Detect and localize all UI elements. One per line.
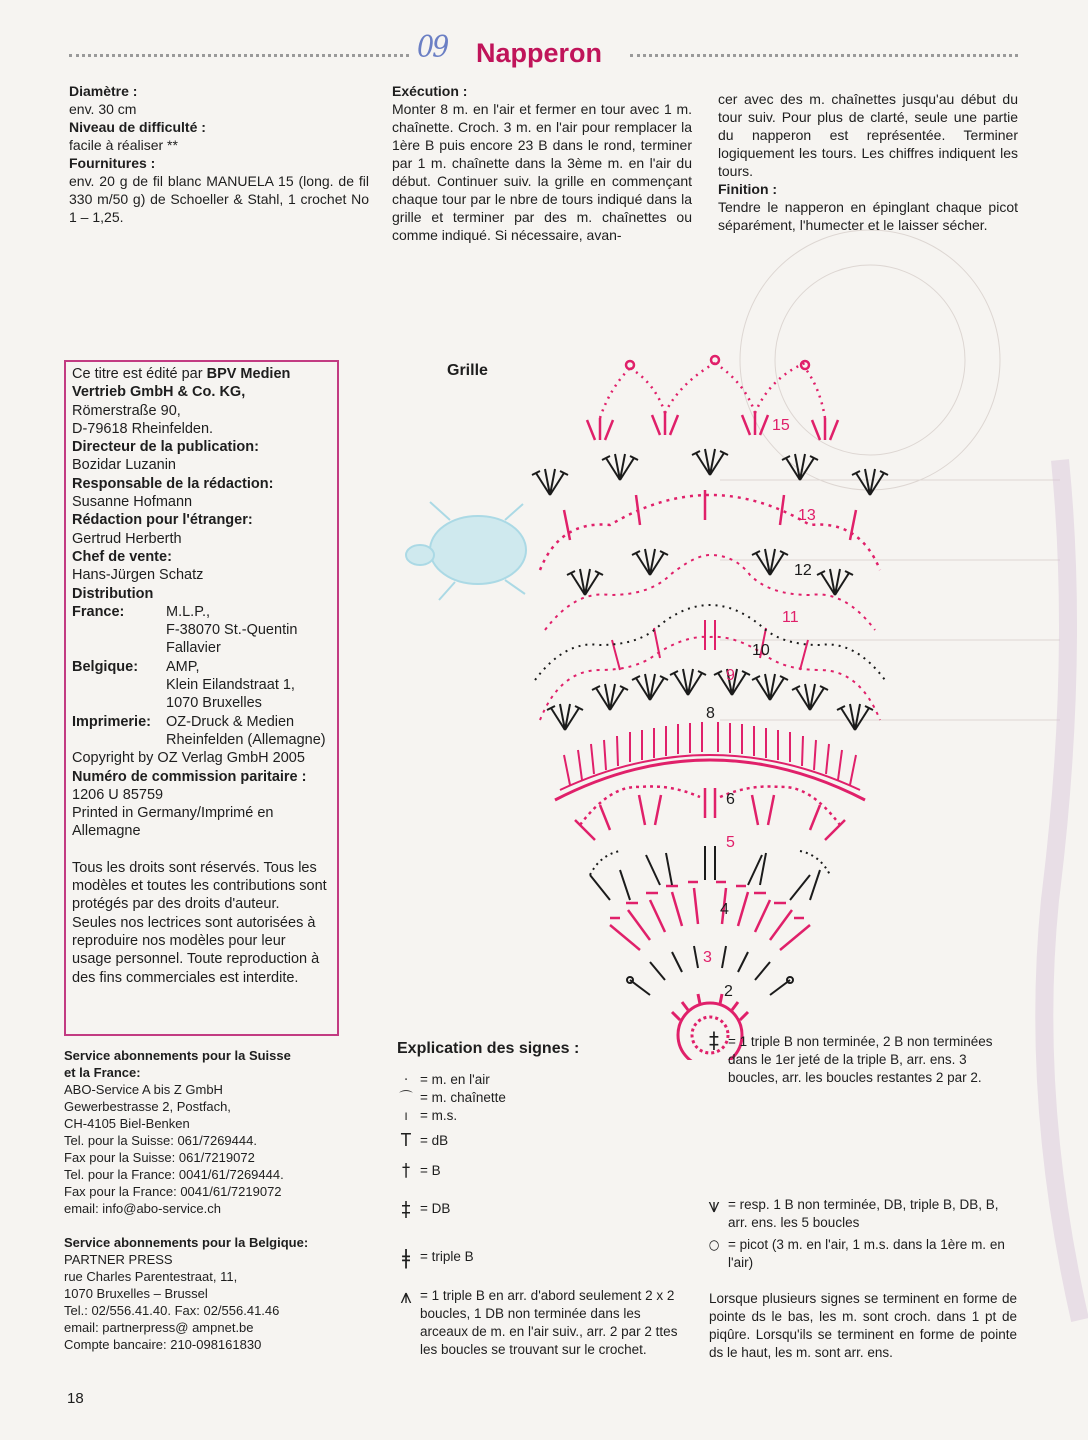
triple-treble-icon: ǂ: [401, 1245, 411, 1269]
round-3-stitches: [610, 882, 810, 950]
finish-label: Finition :: [718, 181, 778, 197]
copyright: Copyright by OZ Verlag GmbH 2005: [72, 750, 305, 767]
printer-label: Imprimerie:: [72, 713, 151, 730]
distribution-label: Distribution: [72, 585, 154, 602]
diagram-label: Grille: [447, 362, 488, 379]
commission-label: Numéro de commission paritaire :: [72, 768, 307, 785]
round-label-13: 13: [798, 507, 816, 524]
foreign-editor-label: Rédaction pour l'étranger:: [72, 512, 253, 529]
swiss-service-line: Fax pour la Suisse: 061/7219072: [64, 1150, 255, 1165]
page-number: 18: [67, 1390, 84, 1407]
editor-value: Susanne Hofmann: [72, 494, 193, 511]
editor-label: Responsable de la rédaction:: [72, 475, 274, 492]
specs-column: [69, 82, 369, 226]
swiss-service-line: Tel. pour la France: 0041/61/7269444.: [64, 1167, 284, 1182]
printed-in-1: Printed in Germany/Imprimé en: [72, 805, 274, 822]
legend-note: Lorsque plusieurs signes se terminent en forme de pointe ds le bas, les m. sont croch. dans 1 pt de piqûre. Lorsqu'ils se terminent en forme de pointe ds le haut, les m. sont arr. ens.: [709, 1291, 1017, 1360]
round-15-stitches: [587, 356, 838, 440]
legend-item-cluster-a: ⩚ = 1 triple B en arr. d'abord seulement 2 x 2 boucles, 1 DB non terminée dans les arceaux de m. en l'air suiv., arr. 2 par 2 ttes les boucles se trouvant sur le crochet.: [392, 1287, 682, 1359]
swiss-service-line: CH-4105 Biel-Benken: [64, 1116, 190, 1131]
header-rule-right: [630, 54, 1018, 57]
round-6-stitches: [564, 722, 856, 785]
belgium-service-line: 1070 Bruxelles – Brussel: [64, 1286, 208, 1301]
swiss-service-line: Fax pour la France: 0041/61/7219072: [64, 1184, 282, 1199]
printer-line-1: OZ-Druck & Medien: [166, 713, 295, 730]
belgium-line-1: AMP,: [166, 658, 200, 675]
legend-item-hdc: T = dB: [392, 1132, 692, 1150]
director-value: Bozidar Luzanin: [72, 457, 176, 474]
swiss-service-line: Gewerbestrasse 2, Postfach,: [64, 1099, 231, 1114]
crochet-chart: [500, 340, 920, 1060]
treble-crochet-icon: ‡: [401, 1197, 411, 1221]
double-crochet-icon: †: [401, 1160, 411, 1181]
belgium-service-line: rue Charles Parentestraat, 11,: [64, 1269, 238, 1284]
imprint-city: D-79618 Rheinfelden.: [72, 420, 214, 437]
round-label-4: 4: [720, 901, 729, 918]
finish-text: Tendre le napperon en épinglant chaque picot séparément, l'humecter et le laisser sécher.: [718, 199, 1018, 233]
round-5-stitches: [575, 786, 845, 840]
single-crochet-icon: ı: [404, 1108, 408, 1124]
half-double-icon: T: [401, 1130, 411, 1151]
diameter-value: env. 30 cm: [69, 101, 137, 117]
round-11-stitches: [545, 555, 875, 630]
legend-item-chain: · = m. en l'air: [392, 1071, 692, 1089]
supplies-label: Fournitures :: [69, 155, 156, 171]
foreign-editor-value: Gertrud Herberth: [72, 530, 182, 547]
continuation-column: [718, 90, 1018, 234]
supplies-value: env. 20 g de fil blanc MANUELA 15 (long. de fil 330 m/50 g) de Schoeller & Stahl, 1 crochet No 1 – 1,25.: [69, 173, 369, 225]
france-label: France:: [72, 603, 125, 620]
round-label-6: 6: [726, 791, 735, 808]
swiss-service-title-2: et la France:: [64, 1065, 141, 1080]
round-14-stitches: [532, 449, 888, 495]
round-6-band: [555, 755, 865, 800]
belgium-service-line: Tel.: 02/556.41.40. Fax: 02/556.41.46: [64, 1303, 280, 1318]
round-label-11: 11: [782, 609, 799, 626]
round-label-2: 2: [724, 983, 733, 1000]
execution-label: Exécution :: [392, 83, 468, 99]
round-label-8: 8: [706, 705, 715, 722]
diameter-label: Diamètre :: [69, 83, 138, 99]
belgium-service-title: Service abonnements pour la Belgique:: [64, 1235, 309, 1250]
triple-cluster-icon: ‡: [709, 1029, 719, 1054]
round-label-5: 5: [726, 834, 735, 851]
swiss-service-title-1: Service abonnements pour la Suisse: [64, 1048, 291, 1063]
legend-item-triple: ǂ = triple B: [392, 1248, 692, 1266]
legend-item-slip: ⌒ = m. chaînette: [392, 1089, 692, 1107]
round-10-stitches: [535, 605, 885, 680]
round-13-stitches: [540, 490, 880, 570]
belgium-line-3: 1070 Bruxelles: [166, 695, 262, 712]
execution-column: [392, 82, 692, 244]
legend-title: Explication des signes :: [397, 1040, 580, 1057]
execution-text: Monter 8 m. en l'air et fermer en tour avec 1 m. chaînette. Croch. 3 m. en l'air pour remplacer la 1ère B puis encore 23 B dans le rond, terminer par 1 m. chaînette dans la 3ème m. en l'air du début. Continuer suiv. la grille en commençant chaque tour par le nbre de tours indiqué dans la grille et terminer par des m. chaînettes ou comme indiqué. Si nécessaire, avan-: [392, 101, 692, 243]
difficulty-label: Niveau de difficulté :: [69, 119, 206, 135]
imprint-publisher-name: BPV Medien: [206, 366, 291, 382]
belgium-service-email: email: partnerpress@ ampnet.be: [64, 1320, 254, 1335]
printer-line-2: Rheinfelden (Allemagne): [166, 731, 326, 748]
cluster-triple-icon: ⩚: [400, 1284, 412, 1308]
belgium-service-bank: Compte bancaire: 210-098161830: [64, 1337, 262, 1352]
imprint-box: [64, 360, 339, 1036]
legend-item-dc: † = B: [392, 1162, 692, 1180]
round-label-12: 12: [794, 562, 812, 579]
pattern-number: 09: [417, 30, 448, 65]
slip-stitch-icon: ⌒: [399, 1090, 413, 1106]
swiss-service-line: ABO-Service A bis Z GmbH: [64, 1082, 223, 1097]
france-line-2: F-38070 St.-Quentin: [166, 622, 298, 639]
imprint-publisher-name-2: Vertrieb GmbH & Co. KG,: [72, 384, 246, 401]
swiss-service-line: Tel. pour la Suisse: 061/7269444.: [64, 1133, 257, 1148]
france-line-1: M.L.P.,: [166, 603, 211, 620]
picot-icon: ○: [708, 1237, 720, 1253]
rights-notice: Tous les droits sont réservés. Tous les modèles et toutes les contributions sont protégés par des droits d'auteur. Seules nos lectrices sont autorisées à reproduire nos modèles pour leur usage personnel. Toute reproduction à des fins commerciales est interdite.: [72, 859, 327, 986]
round-label-15: 15: [772, 417, 790, 434]
legend-item-sc: ı = m.s.: [392, 1107, 692, 1125]
sales-value: Hans-Jürgen Schatz: [72, 567, 204, 584]
belgium-service-line: PARTNER PRESS: [64, 1252, 173, 1267]
round-4-stitches: [590, 846, 830, 900]
legend-item-picot: ○ = picot (3 m. en l'air, 1 m.s. dans la 1ère m. en l'air): [700, 1236, 1018, 1272]
swiss-service-email: email: info@abo-service.ch: [64, 1201, 221, 1216]
chain-stitch-icon: ·: [404, 1072, 408, 1088]
subscription-info: [64, 1047, 374, 1353]
printed-in-2: Allemagne: [72, 823, 141, 840]
sales-label: Chef de vente:: [72, 548, 172, 565]
page-title: Napperon: [476, 38, 603, 68]
round-label-3: 3: [703, 949, 712, 966]
round-label-9: 9: [726, 667, 735, 684]
imprint-publisher-intro: Ce titre est édité par: [72, 366, 207, 382]
continuation-text: cer avec des m. chaînettes jusqu'au début du tour suiv. Pour plus de clarté, seule une partie du napperon est représentée. Terminer logiquement les tours. Les chiffres indiquent les tours.: [718, 91, 1018, 179]
round-label-10: 10: [752, 642, 770, 659]
header-rule-left: [69, 54, 409, 57]
belgium-label: Belgique:: [72, 658, 139, 675]
commission-value: 1206 U 85759: [72, 786, 164, 803]
legend-item-tr: ‡ = DB: [392, 1200, 692, 1218]
france-line-3: Fallavier: [166, 640, 221, 657]
belgium-line-2: Klein Eilandstraat 1,: [166, 677, 295, 694]
legend-item-cluster-b: ‡ = 1 triple B non terminée, 2 B non terminées dans le 1er jeté de la triple B, arr. ens. 3 boucles, arr. les boucles restantes 2 par 2.: [700, 1033, 1018, 1087]
five-loop-cluster-icon: ⩛: [708, 1193, 720, 1217]
imprint-street: Römerstraße 90,: [72, 402, 181, 419]
director-label: Directeur de la publication:: [72, 439, 259, 456]
difficulty-value: facile à réaliser **: [69, 137, 178, 153]
legend-item-fan: ⩛ = resp. 1 B non terminée, DB, triple B, DB, B, arr. ens. les 5 boucles: [700, 1196, 1018, 1232]
